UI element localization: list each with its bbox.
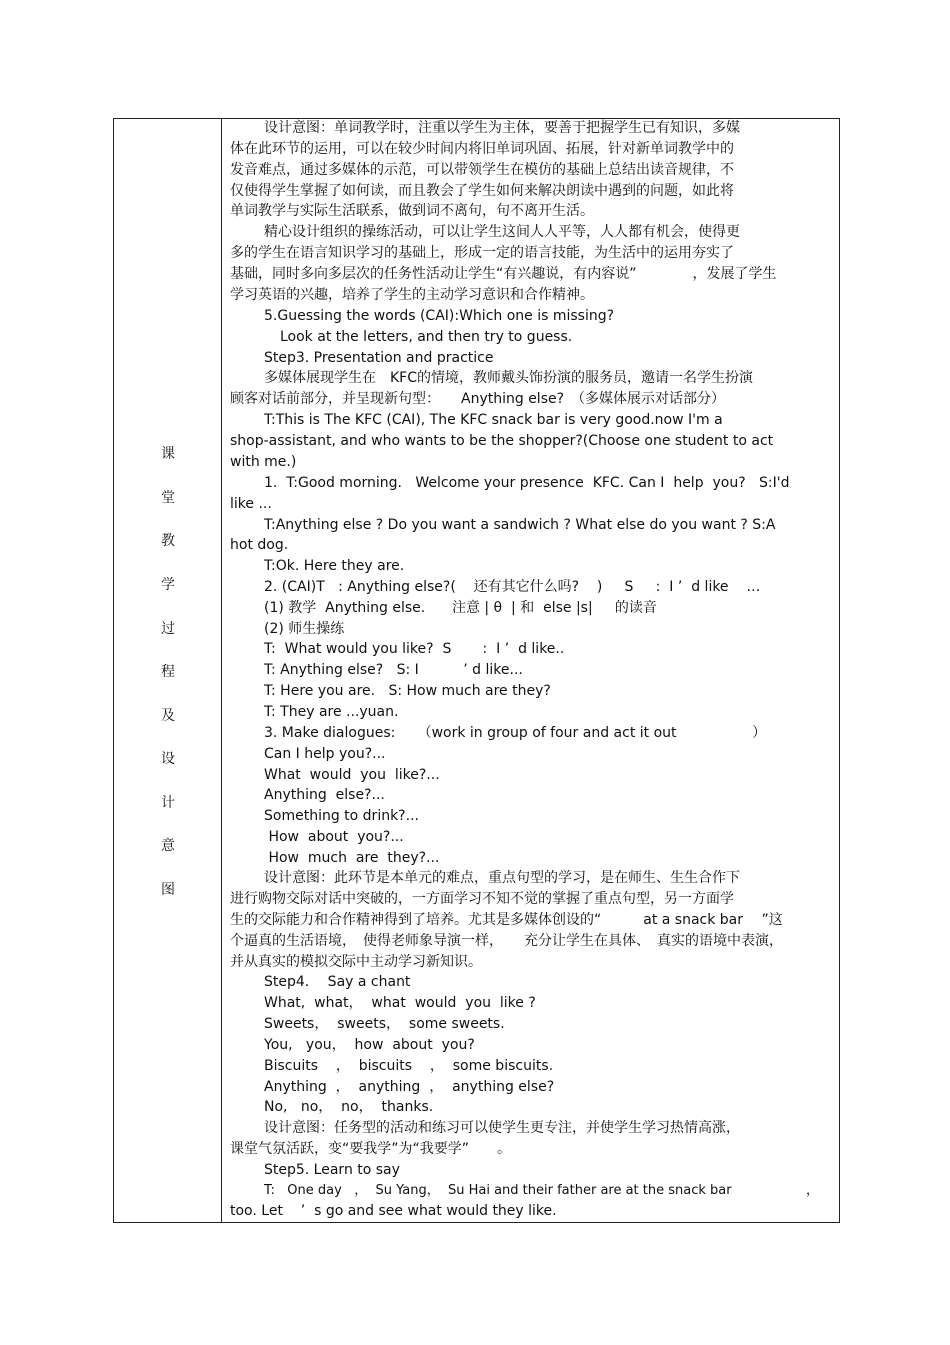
step-heading: Step4． Say a chant [264, 974, 411, 990]
side-label-char: 学 [161, 577, 175, 593]
dialogue-line: shop-assistant, and who wants to be the shopper?(Choose one student to act [230, 433, 774, 449]
design-intent-paragraph-line: 体在此环节的运用，可以在较少时间内将旧单词巩固、拓展，针对新单词教学中的 [230, 141, 734, 157]
dialogue-line: How much are they?... [264, 850, 440, 866]
design-intent-paragraph-line: 生的交际能力和合作精神得到了培养。尤其是多媒体创设的“ at a snack bar ”这 [230, 912, 783, 928]
dialogue-line: 2. (CAI)T : Anything else?( 还有其它什么吗? ) S : I ’ d like … [264, 579, 761, 595]
design-intent-paragraph-line: 课堂气氛活跃，变“要我学”为“我要学” 。 [230, 1141, 512, 1157]
design-intent-paragraph-line: 基础，同时多向多层次的任务性活动让学生“有兴趣说，有内容说” ，发展了学生 [230, 266, 777, 282]
dialogue-line: hot dog. [230, 537, 289, 553]
design-intent-paragraph-line: 设计意图：此环节是本单元的难点，重点句型的学习，是在师生、生生合作下 [264, 870, 740, 886]
dialogue-line: Something to drink?... [264, 808, 419, 824]
dialogue-line: T: They are ...yuan. [264, 704, 399, 720]
dialogue-line: like ... [230, 496, 272, 512]
side-label-char: 计 [161, 795, 175, 811]
chant-line: Anything ， anything ， anything else? [264, 1079, 555, 1095]
side-label-char: 设 [161, 751, 175, 767]
chant-line: Sweets， sweets， some sweets. [264, 1016, 505, 1032]
dialogue-line: Can I help you?... [264, 746, 386, 762]
activity-line: Look at the letters, and then try to guess. [280, 329, 573, 345]
design-intent-paragraph-line: 并从真实的模拟交际中主动学习新知识。 [230, 954, 482, 970]
dialogue-line: How about you?... [264, 829, 404, 845]
body-line: 顾客对话前部分，并呈现新句型： Anything else? （多媒体展示对话部分） [230, 391, 726, 407]
side-label-char: 过 [161, 621, 175, 637]
activity-heading: 5.Guessing the words (CAI):Which one is missing? [264, 308, 615, 324]
design-intent-paragraph-line: 单词教学与实际生活联系，做到词不离句，句不离开生活。 [230, 203, 594, 219]
body-line: (2) 师生操练 [264, 621, 345, 637]
design-intent-paragraph-line: 设计意图：单词教学时，注重以学生为主体，要善于把握学生已有知识，多媒 [264, 120, 740, 136]
chant-line: What, what， what would you like ? [264, 995, 536, 1011]
side-label-char: 程 [161, 664, 175, 680]
dialogue-line: T: One day ， Su Yang， Su Hai and their father are at the snack bar ， [264, 1183, 819, 1198]
chant-line: No, no， no， thanks. [264, 1099, 434, 1115]
dialogue-line: T:This is The KFC (CAI), The KFC snack bar is very good.now I'm a [264, 412, 723, 428]
step-heading: Step3. Presentation and practice [264, 350, 494, 366]
dialogue-line: too. Let ’ s go and see what would they like. [230, 1203, 557, 1219]
side-label-char: 意 [161, 838, 175, 854]
dialogue-line: 1. T:Good morning. Welcome your presence KFC. Can I help you? S:I'd [264, 475, 790, 491]
chant-line: You, you， how about you? [264, 1037, 475, 1053]
design-intent-paragraph-line: 多的学生在语言知识学习的基础上，形成一定的语言技能，为生活中的运用夯实了 [230, 245, 734, 261]
side-label-char: 堂 [161, 490, 175, 506]
chant-line: Biscuits ， biscuits ， some biscuits. [264, 1058, 554, 1074]
dialogue-line: T:Anything else ? Do you want a sandwich ? What else do you want ? S:A [264, 517, 776, 533]
design-intent-paragraph-line: 学习英语的兴趣，培养了学生的主动学习意识和合作精神。 [230, 287, 594, 303]
side-label-char: 教 [161, 533, 175, 549]
dialogue-line: T: What would you like? S : I ’ d like.. [264, 641, 565, 657]
dialogue-line: T:Ok. Here they are. [264, 558, 405, 574]
design-intent-paragraph-line: 精心设计组织的操练活动，可以让学生这间人人平等，人人都有机会，使得更 [264, 224, 740, 240]
dialogue-line: T: Here you are. S: How much are they? [264, 683, 551, 699]
dialogue-line: T: Anything else? S: I ’ d like... [264, 662, 523, 678]
design-intent-paragraph-line: 仅使得学生掌握了如何读，而且教会了学生如何来解决朗读中遇到的问题，如此将 [230, 183, 734, 199]
dialogue-line: Anything else?... [264, 787, 385, 803]
side-label-char: 及 [161, 708, 175, 724]
dialogue-line: What would you like?... [264, 767, 440, 783]
section-label-column [114, 119, 222, 1222]
dialogue-line: with me.) [230, 454, 297, 470]
design-intent-paragraph-line: 个逼真的生活语境， 使得老师象导演一样， 充分让学生在具体、 真实的语境中表演， [230, 933, 783, 949]
side-label-char: 图 [161, 882, 175, 898]
design-intent-paragraph-line: 进行购物交际对话中突破的，一方面学习不知不觉的掌握了重点句型，另一方面学 [230, 891, 734, 907]
side-label-char: 课 [161, 446, 175, 462]
activity-heading: 3. Make dialogues: （work in group of four and act it out ） [264, 725, 767, 741]
design-intent-paragraph-line: 设计意图：任务型的活动和练习可以使学生更专注，并使学生学习热情高涨， [264, 1120, 740, 1136]
body-line: 多媒体展现学生在 KFC的情境，教师戴头饰扮演的服务员，邀请一名学生扮演 [264, 370, 754, 386]
step-heading: Step5. Learn to say [264, 1162, 400, 1178]
design-intent-paragraph-line: 发音难点，通过多媒体的示范，可以带领学生在模仿的基础上总结出读音规律，不 [230, 162, 734, 178]
body-line: (1) 教学 Anything else. 注意 | θ | 和 else |s| 的读音 [264, 600, 657, 616]
